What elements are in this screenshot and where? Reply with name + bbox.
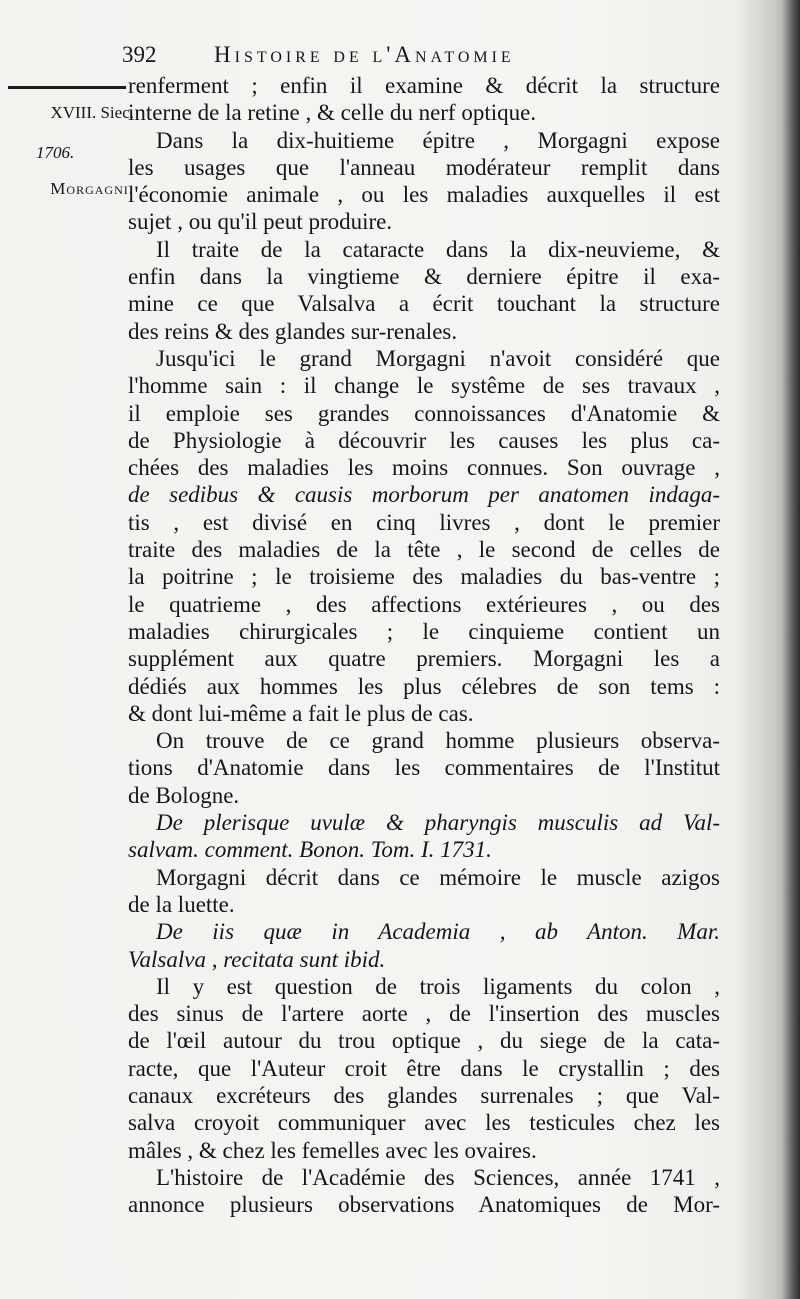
text-line: de sedibus & causis morborum per anatomen indaga- [128, 482, 720, 508]
margin-rule [8, 86, 126, 89]
text-line: sujet , ou qu'il peut produire. [128, 209, 393, 235]
text-line: il emploie ses grandes connoissances d'Anatomie & [128, 400, 720, 426]
text-line: mine ce que Valsalva a écrit touchant la structure [128, 291, 720, 317]
text-line: maladies chirurgicales ; le cinquieme contient un [128, 618, 720, 644]
text-line: salvam. comment. Bonon. Tom. I. 1731. [128, 837, 492, 863]
text-line: le quatrieme , des affections extérieures , ou des [128, 591, 720, 617]
margin-note-year: 1706. [36, 143, 75, 162]
text-line: tis , est divisé en cinq livres , dont le premier [128, 509, 720, 535]
text-line: De plerisque uvulæ & pharyngis musculis ad Val- [156, 810, 720, 836]
body-text [128, 72, 720, 1218]
text-line: De iis quæ in Academia , ab Anton. Mar. [156, 919, 720, 945]
text-line: l'homme sain : il change le systême de ses travaux , [128, 373, 720, 399]
text-line: mâles , & chez les femelles avec les ovaires. [128, 1137, 537, 1163]
text-line: Dans la dix-huitieme épitre , Morgagni expose [156, 127, 720, 153]
text-line: Il y est question de trois ligaments du colon , [156, 973, 720, 999]
text-line: de la luette. [128, 891, 235, 917]
margin-note-author: Morgagni. [50, 179, 134, 198]
text-line: interne de la retine , & celle du nerf optique. [128, 100, 537, 126]
text-line: Il traite de la cataracte dans la dix-neuvieme, & [156, 236, 720, 262]
text-line: racte, que l'Auteur croit être dans le crystallin ; des [128, 1055, 720, 1081]
text-line: annonce plusieurs observations Anatomiques de Mor- [128, 1192, 720, 1218]
margin-note-century: XVIII. Siec. [50, 103, 134, 122]
text-line: la poitrine ; le troisieme des maladies du bas-ventre ; [128, 564, 720, 590]
text-line: Jusqu'ici le grand Morgagni n'avoit considéré que [156, 345, 720, 371]
text-line: de l'œil autour du trou optique , du siege de la cata- [128, 1028, 720, 1054]
text-line: tions d'Anatomie dans les commentaires de l'Institut [128, 755, 720, 781]
text-line: des reins & des glandes sur-renales. [128, 318, 458, 344]
text-line: supplément aux quatre premiers. Morgagni les a [128, 646, 720, 672]
text-line: enfin dans la vingtieme & derniere épitre il exa- [128, 264, 720, 290]
text-line: l'économie animale , ou les maladies auxquelles il est [128, 182, 720, 208]
page-edge-shadow [782, 0, 800, 1299]
text-line: & dont lui-même a fait le plus de cas. [128, 700, 474, 726]
text-line: des sinus de l'artere aorte , de l'insertion des muscles [128, 1001, 720, 1027]
text-line: canaux excréteurs des glandes surrenales ; que Val- [128, 1082, 720, 1108]
text-line: chées des maladies les moins connues. Son ouvrage , [128, 455, 720, 481]
text-line: les usages que l'anneau modérateur remplit dans [128, 154, 720, 180]
text-line: renferment ; enfin il examine & décrit la structure [128, 73, 720, 98]
text-line: L'histoire de l'Académie des Sciences, année 1741 , [156, 1164, 720, 1190]
text-line: Valsalva , recitata sunt ibid. [128, 946, 386, 972]
running-title: Histoire de l'Anatomie [214, 42, 515, 67]
text-line: traite des maladies de la tête , le second de celles de [128, 537, 720, 563]
text-line: dédiés aux hommes les plus célebres de son tems : [128, 673, 720, 699]
page-number: 392 [122, 42, 157, 67]
text-line: On trouve de ce grand homme plusieurs observa- [156, 728, 720, 754]
text-line: de Bologne. [128, 782, 240, 808]
page-header [122, 40, 642, 70]
text-line: de Physiologie à découvrir les causes les plus ca- [128, 427, 720, 453]
text-line: salva croyoit communiquer avec les testicules chez les [128, 1110, 720, 1136]
text-line: Morgagni décrit dans ce mémoire le muscle azigos [156, 864, 720, 890]
